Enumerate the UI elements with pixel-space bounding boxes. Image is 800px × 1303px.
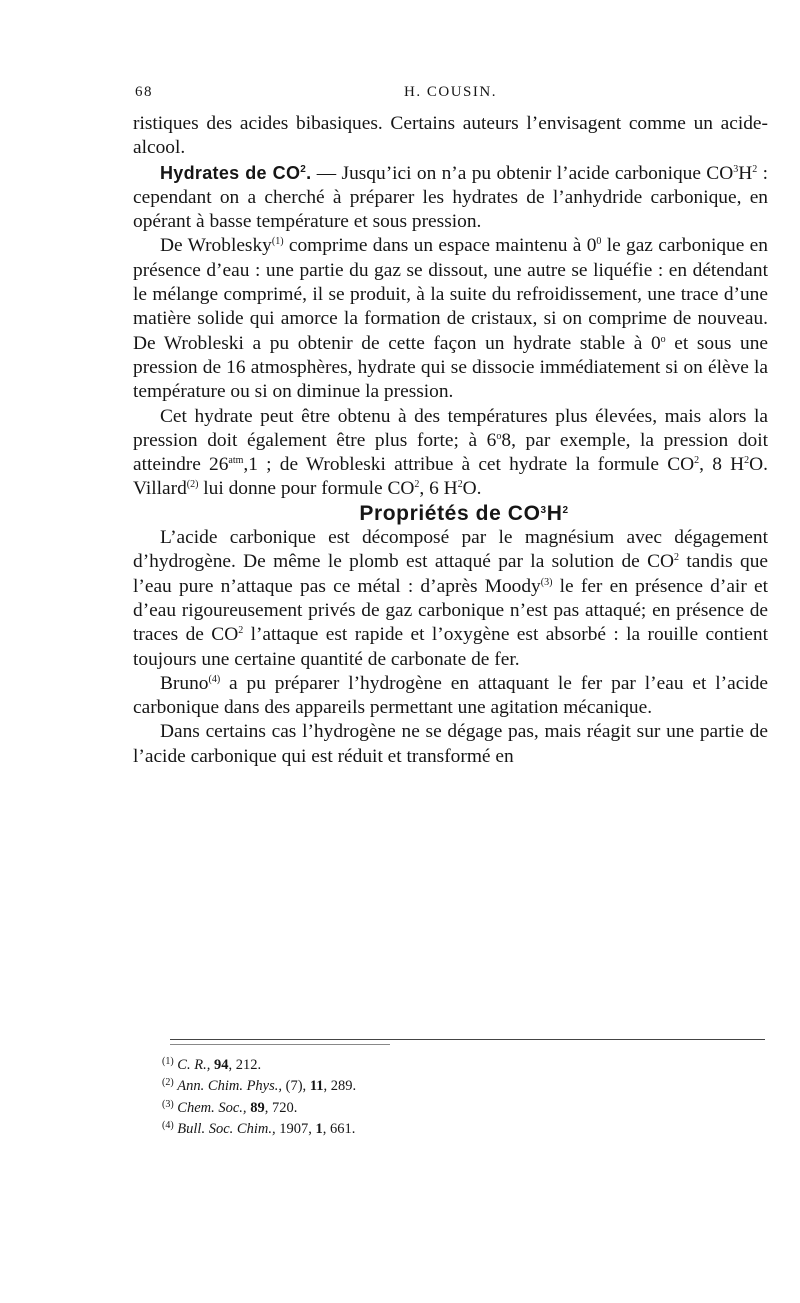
paragraph-properties	[133, 526, 768, 672]
superscript: 2	[562, 504, 569, 516]
running-header	[133, 84, 768, 106]
body-text	[133, 112, 768, 769]
footnote-series: (7),	[282, 1078, 310, 1095]
footnote-source: C. R.,	[177, 1057, 211, 1073]
footnote-ref: (2)	[186, 479, 199, 491]
superscript: 3	[540, 504, 547, 516]
paragraph-text: , 6 H	[419, 478, 458, 500]
footnote	[162, 1053, 762, 1074]
footnote-number: (1)	[162, 1056, 174, 1067]
footnote-ref: (1)	[271, 236, 284, 248]
section-title	[133, 502, 768, 526]
paragraph-text: ,1 ; de Wrobleski attribue à cet hydrate la formule CO	[243, 454, 695, 476]
superscript: 2	[300, 163, 307, 175]
unit-superscript: atm	[228, 455, 244, 467]
paragraph-text: lui donne pour formule CO	[198, 478, 415, 500]
superscript: 2	[238, 625, 244, 637]
footnote-source: Ann. Chim. Phys.,	[177, 1078, 283, 1095]
footnotes	[162, 1053, 762, 1138]
footnote-volume: 94	[213, 1057, 229, 1073]
paragraph-text: ristiques des acides bibasiques. Certains auteurs l’envisagent comme un acide-alcool.	[133, 113, 768, 159]
superscript: 2	[674, 552, 680, 564]
paragraph-text: comprime dans un espace maintenu à 0	[283, 235, 597, 257]
footnote	[162, 1096, 762, 1117]
footnote	[162, 1074, 762, 1095]
paragraph-text: tandis que l’eau pure n’attaque pas ce métal : d’après Moody	[133, 551, 768, 597]
paragraph-bruno	[133, 672, 768, 721]
paragraph-wroblesky	[133, 234, 768, 404]
paragraph-reduction	[133, 720, 768, 769]
superscript: 2	[744, 455, 750, 467]
superscript: 2	[694, 455, 700, 467]
superscript: 2	[752, 163, 758, 175]
footnote-volume: 1	[315, 1120, 323, 1137]
run-in-heading	[160, 163, 311, 183]
page-number: 68	[135, 84, 153, 100]
footnote	[162, 1117, 762, 1138]
heading-punct: .	[306, 162, 312, 183]
paragraph-text: et sous une pression de 16 atmosphères, hydrate qui se dissocie immédiatement si on élève la température ou si on diminue la pression.	[133, 332, 768, 403]
heading-text: Hydrates de CO	[160, 162, 301, 183]
paragraph-text: l’attaque est rapide et l’oxygène est absorbé : la rouille contient toujours une certaine quantité de carbonate de fer.	[133, 624, 768, 670]
paragraph-text: De Wroblesky	[160, 235, 272, 257]
paragraph-hydrate-formula	[133, 405, 768, 502]
paragraph-text: O. Villard	[133, 454, 768, 500]
footnote-number: (3)	[162, 1098, 174, 1110]
formula-part: H	[546, 501, 563, 525]
footnote-pages: , 720.	[264, 1099, 298, 1116]
paragraph-text: : cependant on a cherché à préparer les hydrates de l’anhydride carbonique, en opérant à basse température et sous pression.	[133, 162, 768, 233]
paragraph-text: a pu préparer l’hydrogène en attaquant le fer par l’eau et l’acide carbonique dans des appareils permettant une agitation mécanique.	[133, 672, 768, 719]
footnote-volume: 11	[309, 1078, 324, 1095]
footnote-pages: , 661.	[322, 1120, 356, 1137]
degree-mark: o	[496, 430, 502, 442]
footnote-pages: , 212.	[228, 1057, 262, 1073]
paragraph	[133, 112, 768, 161]
paragraph-text: — Jusqu’ici on n’a pu obtenir l’acide carbonique CO	[311, 162, 734, 184]
footnote-ref: (3)	[540, 576, 553, 588]
footnote-number: (2)	[162, 1077, 174, 1089]
paragraph-text: Cet hydrate peut être obtenu à des températures plus élevées, mais alors la pression doit également être plus forte; à 6	[133, 405, 768, 451]
paragraph-text: Dans certains cas l’hydrogène ne se dégage pas, mais réagit sur une partie de l’acide carbonique qui est réduit et transformé en	[133, 721, 768, 767]
degree-mark: 0	[596, 236, 602, 248]
paragraph-text: L’acide carbonique est décomposé par le magnésium avec dégagement d’hydrogène. De même le plomb est attaqué par la solution de CO	[133, 527, 768, 573]
footnote-rule-short	[170, 1044, 390, 1045]
degree-mark: o	[660, 333, 666, 345]
paragraph-text: le gaz carbonique en présence d’eau : une partie du gaz se dissout, une autre se liquéfie : en détendant le mélange comprimé, il se produit, à la suite du refroidissement, une trace d’une matière solide qui amorce la formation de cristaux, si on comprime de nouveau. De Wrobleski a pu obtenir de cette façon un hydrate stable à 0	[133, 235, 768, 354]
paragraph-text: O.	[462, 478, 482, 500]
footnote-ref: (4)	[208, 673, 221, 685]
footnote-source: Chem. Soc.,	[177, 1099, 247, 1116]
running-head-author: H. COUSIN.	[404, 84, 497, 100]
footnote-series: 1907,	[275, 1120, 316, 1137]
paragraph-hydrates	[133, 161, 768, 235]
footnote-pages: , 289.	[323, 1078, 357, 1095]
paragraph-text: 8, par exemple, la pression doit atteindre 26	[133, 429, 769, 476]
section-title-text: Propriétés de CO	[359, 501, 541, 525]
footnote-source: Bull. Soc. Chim.,	[177, 1120, 276, 1137]
footnote-rule	[170, 1039, 765, 1040]
paragraph-text: , 8 H	[699, 454, 745, 476]
paragraph-text: Bruno	[160, 672, 209, 694]
superscript: 2	[414, 479, 420, 491]
superscript: 2	[457, 479, 463, 491]
superscript: 3	[733, 163, 739, 175]
formula-part: H	[738, 162, 753, 184]
paragraph-text: le fer en présence d’air et d’eau rigoureusement privés de gaz carbonique n’est pas attaqué; en présence de traces de CO	[133, 575, 768, 646]
footnote-volume: 89	[250, 1099, 265, 1116]
footnote-number: (4)	[162, 1119, 174, 1131]
